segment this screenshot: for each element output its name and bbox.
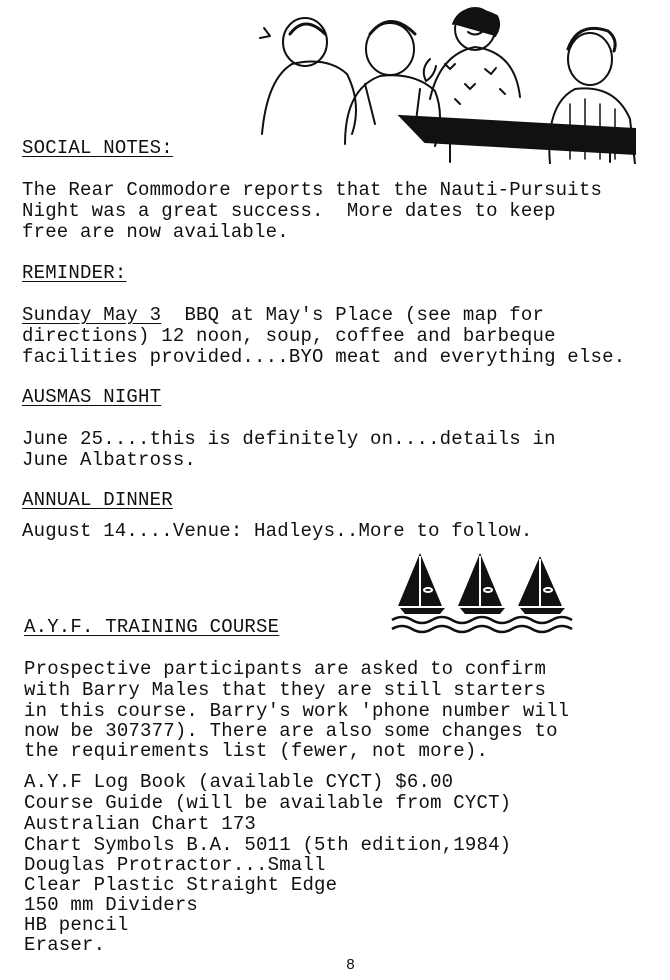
social-notes-line-2: Night was a great success. More dates to keep bbox=[22, 200, 556, 222]
reminder-heading: REMINDER: bbox=[22, 262, 127, 284]
ausmas-heading: AUSMAS NIGHT bbox=[22, 386, 162, 408]
ayf-line-4: now be 307377). There are also some changes to bbox=[24, 720, 558, 742]
ayf-line-1: Prospective participants are asked to confirm bbox=[24, 658, 547, 680]
annual-dinner-line: August 14....Venue: Hadleys..More to follow. bbox=[22, 520, 533, 542]
reminder-line-2: directions) 12 noon, soup, coffee and barbeque bbox=[22, 325, 556, 347]
requirement-item: Course Guide (will be available from CYCT) bbox=[24, 792, 512, 814]
reminder-line-1 bbox=[22, 305, 544, 326]
party-illustration bbox=[250, 4, 640, 164]
ayf-line-2: with Barry Males that they are still starters bbox=[24, 679, 547, 701]
ausmas-line-1: June 25....this is definitely on....details in bbox=[22, 428, 556, 450]
sailboats-illustration bbox=[390, 548, 590, 640]
requirement-item: Clear Plastic Straight Edge bbox=[24, 874, 338, 896]
ayf-line-5: the requirements list (fewer, not more). bbox=[24, 740, 489, 762]
requirement-item: Eraser. bbox=[24, 934, 106, 956]
requirement-item: HB pencil bbox=[24, 914, 129, 936]
social-notes-line-3: free are now available. bbox=[22, 221, 289, 243]
reminder-line-3: facilities provided....BYO meat and everything else. bbox=[22, 346, 626, 368]
reminder-date: Sunday May 3 bbox=[22, 304, 162, 326]
ausmas-line-2: June Albatross. bbox=[22, 449, 197, 471]
requirement-item: Australian Chart 173 bbox=[24, 813, 257, 835]
page-number: 8 bbox=[346, 957, 356, 974]
ayf-line-3: in this course. Barry's work 'phone number will bbox=[24, 700, 570, 722]
requirement-item: Chart Symbols B.A. 5011 (5th edition,1984) bbox=[24, 834, 512, 856]
requirement-item: A.Y.F Log Book (available CYCT) $6.00 bbox=[24, 771, 454, 793]
requirement-item: Douglas Protractor...Small bbox=[24, 854, 326, 876]
requirement-item: 150 mm Dividers bbox=[24, 894, 199, 916]
social-notes-heading: SOCIAL NOTES: bbox=[22, 137, 173, 159]
reminder-line-1-text: BBQ at May's Place (see map for bbox=[161, 304, 545, 326]
annual-dinner-heading: ANNUAL DINNER bbox=[22, 489, 173, 511]
social-notes-line-1: The Rear Commodore reports that the Nauti-Pursuits bbox=[22, 179, 603, 201]
ayf-heading: A.Y.F. TRAINING COURSE bbox=[24, 616, 280, 638]
